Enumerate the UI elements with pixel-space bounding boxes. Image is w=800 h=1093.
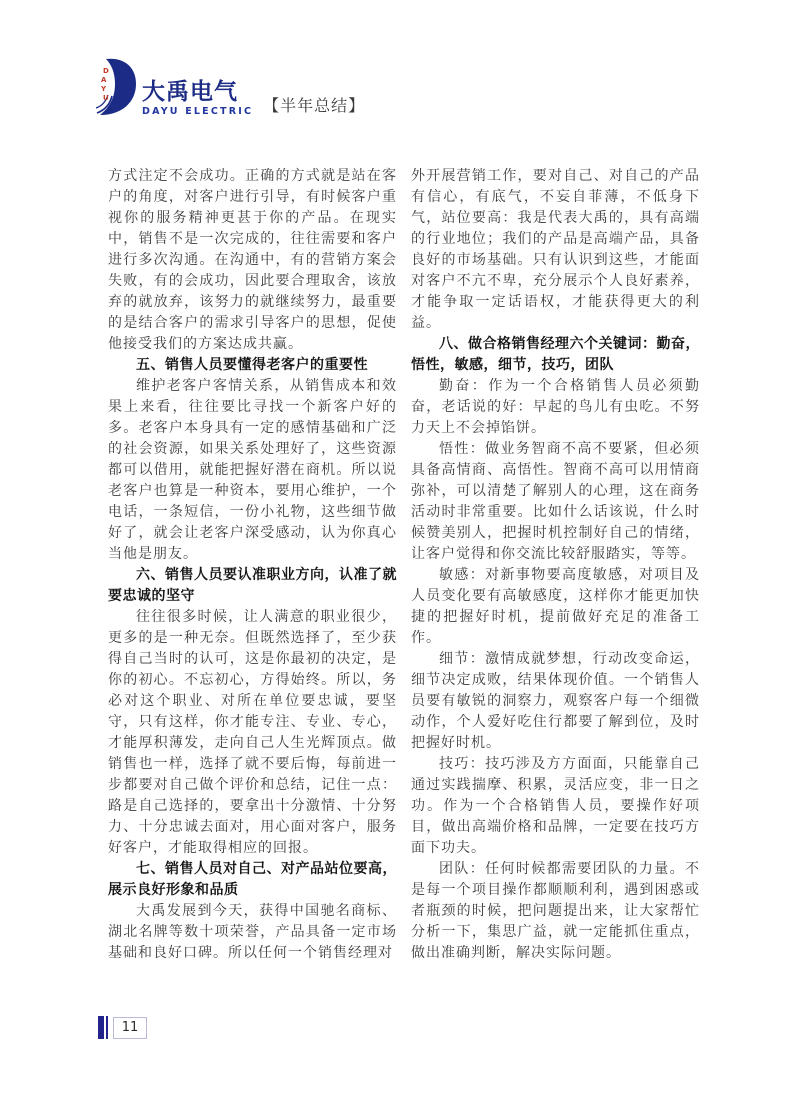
logo-text [142,80,253,117]
logo-company-name-en: DAYU ELECTRIC [142,106,254,117]
paragraph: 悟性：做业务智商不高不要紧，但必须具备高情商、高悟性。智商不高可以用情商弥补，可以清楚了解别人的心理，这在商务活动时非常重要。比如什么话该说，什么时候赞美别人，把握时机控制好自己的情绪，让客户觉得和你交流比较舒服踏实，等等。 [411,441,700,562]
paragraph: 维护老客户客情关系，从销售成本和效果上来看，往往要比寻找一个新客户好的多。老客户本身具有一定的感情基础和广泛的社会资源，如果关系处理好了，这些资源都可以借用，就能把握好潜在商机。所以说老客户也算是一种资本，要用心维护，一个电话，一条短信，一份小礼物，这些细节做好了，就会让老客户深受感动，认为你真心当他是朋友。 [108,378,397,562]
page-footer [98,1016,147,1039]
paragraph: 细节：激情成就梦想，行动改变命运，细节决定成败，结果体现价值。一个销售人员要有敏锐的洞察力，观察客户每一个细微动作，个人爱好吃住行都要了解到位，及时把握好时机。 [411,651,700,751]
section-heading: 五、销售人员要懂得老客户的重要性 [136,357,368,373]
right-column [411,166,700,964]
company-logo [95,57,253,117]
page-header [95,57,365,117]
page-number: 11 [113,1017,147,1039]
dayu-logo-icon [95,57,139,117]
paragraph: 大禹发展到今天，获得中国驰名商标、湖北名牌等数十项荣誉，产品具备一定市场基础和良好口碑。所以任何一个销售经理对 [108,903,397,961]
logo-letter-u: U [103,94,109,102]
section-heading: 八、做合格销售经理六个关键词：勤奋，悟性，敏感，细节，技巧，团队 [411,336,700,373]
paragraph: 往往很多时候，让人满意的职业很少，更多的是一种无奈。但既然选择了，至少获得自己当时的认可，这是你最初的决定，是你的初心。不忘初心，方得始终。所以，务必对这个职业、对所在单位要忠诚，要坚守，只有这样，你才能专注、专业、专心，才能厚积薄发，走向自己人生光辉顶点。做销售也一样，选择了就不要后悔，每前进一步都要对自己做个评价和总结，记住一点：路是自己选择的，要拿出十分激情、十分努力、十分忠诚去面对，用心面对客户，服务好客户，才能取得相应的回报。 [108,609,397,856]
paragraph: 团队：任何时候都需要团队的力量。不是每一个项目操作都顺顺利利，遇到困惑或者瓶颈的时候，把问题提出来，让大家帮忙分析一下，集思广益，就一定能抓住重点，做出准确判断，解决实际问题。 [411,861,700,961]
footer-accent-bar-thick [98,1016,104,1039]
document-type-label: 【半年总结】 [263,96,366,115]
paragraph: 敏感：对新事物要高度敏感，对项目及人员变化要有高敏感度，这样你才能更加快捷的把握好时机，提前做好充足的准备工作。 [411,567,700,646]
logo-letter-d: D [103,67,109,75]
logo-letter-a: A [101,76,107,84]
paragraph: 外开展营销工作，要对自己、对自己的产品有信心，有底气，不妄自菲薄，不低身下气，站位要高：我是代表大禹的，具有高端的行业地位；我们的产品是高端产品，具备良好的市场基础。只有认识到这些，才能面对客户不亢不卑，充分展示个人良好素养，才能争取一定话语权，才能获得更大的利益。 [411,168,700,331]
logo-letter-y: Y [101,85,107,93]
content-area [108,166,700,964]
paragraph: 勤奋：作为一个合格销售人员必须勤奋，老话说的好：早起的鸟儿有虫吃。不努力天上不会掉馅饼。 [411,378,700,436]
left-column [108,166,397,964]
section-heading: 六、销售人员要认准职业方向，认准了就要忠诚的坚守 [108,567,397,604]
paragraph: 方式注定不会成功。正确的方式就是站在客户的角度，对客户进行引导，有时候客户重视你的服务精神更甚于你的产品。在现实中，销售不是一次完成的，往往需要和客户进行多次沟通。在沟通中，有的营销方案会失败，有的会成功，因此要合理取舍，该放弃的就放弃，该努力的就继续努力，最重要的是结合客户的需求引导客户的思想，促使他接受我们的方案达成共赢。 [108,168,397,352]
logo-company-name-cn: 大禹电气 [142,79,238,105]
section-heading: 七、销售人员对自己、对产品站位要高，展示良好形象和品质 [108,861,397,898]
footer-accent-bar-thin [106,1016,108,1039]
paragraph: 技巧：技巧涉及方方面面，只能靠自己通过实践揣摩、积累，灵活应变，非一日之功。作为一个合格销售人员，要操作好项目，做出高端价格和品牌，一定要在技巧方面下功夫。 [411,756,700,856]
